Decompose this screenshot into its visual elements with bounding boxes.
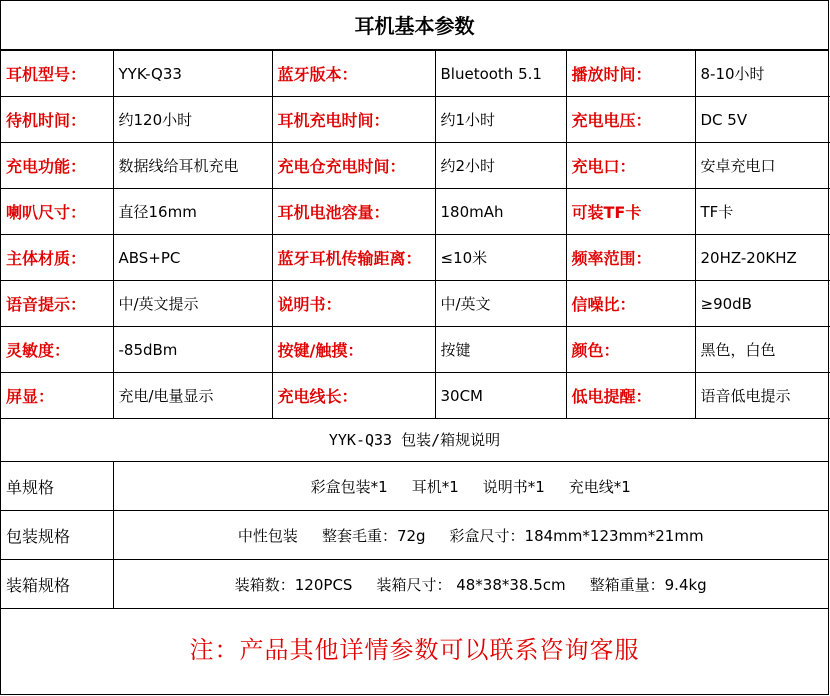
packing-label: 单规格 bbox=[1, 462, 113, 511]
packing-item: 装箱数：120PCS bbox=[234, 575, 353, 594]
page-title: 耳机基本参数 bbox=[1, 1, 828, 51]
spec-value: 中/英文提示 bbox=[113, 281, 272, 327]
spec-value: 黑色，白色 bbox=[695, 327, 830, 373]
packing-item: 耳机*1 bbox=[411, 477, 459, 496]
packing-item: 装箱尺寸： 48*38*38.5cm bbox=[376, 575, 566, 594]
spec-label: 低电提醒： bbox=[566, 373, 695, 419]
spec-value: YYK-Q33 bbox=[113, 51, 272, 97]
spec-label: 耳机型号： bbox=[1, 51, 113, 97]
spec-label: 充电口： bbox=[566, 143, 695, 189]
packing-title: YYK-Q33 包装/箱规说明 bbox=[1, 419, 828, 462]
packing-item: 彩盒尺寸：184mm*123mm*21mm bbox=[449, 526, 704, 545]
packing-label: 包装规格 bbox=[1, 511, 113, 560]
spec-row bbox=[1, 51, 830, 97]
spec-label: 信噪比： bbox=[566, 281, 695, 327]
packing-item: 说明书*1 bbox=[482, 477, 545, 496]
spec-row bbox=[1, 327, 830, 373]
spec-value: 充电/电量显示 bbox=[113, 373, 272, 419]
packing-detail bbox=[113, 560, 828, 609]
spec-label: 主体材质： bbox=[1, 235, 113, 281]
spec-value: TF卡 bbox=[695, 189, 830, 235]
spec-label: 颜色： bbox=[566, 327, 695, 373]
spec-label: 充电功能： bbox=[1, 143, 113, 189]
packing-label: 装箱规格 bbox=[1, 560, 113, 609]
spec-value: 30CM bbox=[435, 373, 566, 419]
spec-row bbox=[1, 189, 830, 235]
spec-value: DC 5V bbox=[695, 97, 830, 143]
spec-value: 约120小时 bbox=[113, 97, 272, 143]
contact-note: 注：产品其他详情参数可以联系咨询客服 bbox=[189, 636, 640, 664]
spec-label: 蓝牙版本： bbox=[272, 51, 435, 97]
spec-row bbox=[1, 281, 830, 327]
spec-label: 播放时间： bbox=[566, 51, 695, 97]
spec-value: ≤10米 bbox=[435, 235, 566, 281]
spec-value: -85dBm bbox=[113, 327, 272, 373]
spec-label: 耳机电池容量： bbox=[272, 189, 435, 235]
spec-label: 说明书： bbox=[272, 281, 435, 327]
spec-value: 约1小时 bbox=[435, 97, 566, 143]
spec-value: 安卓充电口 bbox=[695, 143, 830, 189]
spec-label: 频率范围： bbox=[566, 235, 695, 281]
spec-label: 充电线长： bbox=[272, 373, 435, 419]
spec-label: 喇叭尺寸： bbox=[1, 189, 113, 235]
spec-value: ≥90dB bbox=[695, 281, 830, 327]
spec-label: 按键/触摸： bbox=[272, 327, 435, 373]
spec-value: 语音低电提示 bbox=[695, 373, 830, 419]
spec-value: 8-10小时 bbox=[695, 51, 830, 97]
spec-label: 充电仓充电时间： bbox=[272, 143, 435, 189]
spec-label: 灵敏度： bbox=[1, 327, 113, 373]
packing-row bbox=[1, 511, 828, 560]
spec-label: 耳机充电时间： bbox=[272, 97, 435, 143]
packing-item: 充电线*1 bbox=[568, 477, 631, 496]
packing-item: 彩盒包装*1 bbox=[310, 477, 388, 496]
spec-value: 数据线给耳机充电 bbox=[113, 143, 272, 189]
spec-row bbox=[1, 143, 830, 189]
spec-value: 直径16mm bbox=[113, 189, 272, 235]
spec-row bbox=[1, 373, 830, 419]
packing-detail bbox=[113, 511, 828, 560]
spec-value: Bluetooth 5.1 bbox=[435, 51, 566, 97]
packing-row bbox=[1, 560, 828, 609]
spec-row bbox=[1, 97, 830, 143]
spec-label: 蓝牙耳机传输距离： bbox=[272, 235, 435, 281]
spec-value: 180mAh bbox=[435, 189, 566, 235]
spec-value: 中/英文 bbox=[435, 281, 566, 327]
packing-item: 中性包装 bbox=[237, 526, 298, 545]
spec-label: 可装TF卡 bbox=[566, 189, 695, 235]
spec-label: 语音提示： bbox=[1, 281, 113, 327]
packing-detail bbox=[113, 462, 828, 511]
packing-item: 整箱重量：9.4kg bbox=[589, 575, 707, 594]
spec-label: 屏显： bbox=[1, 373, 113, 419]
spec-label: 待机时间： bbox=[1, 97, 113, 143]
packing-table bbox=[1, 462, 828, 609]
spec-row bbox=[1, 235, 830, 281]
spec-label: 充电电压： bbox=[566, 97, 695, 143]
spec-value: 按键 bbox=[435, 327, 566, 373]
packing-item: 整套毛重：72g bbox=[321, 526, 426, 545]
spec-value: 20HZ-20KHZ bbox=[695, 235, 830, 281]
spec-value: ABS+PC bbox=[113, 235, 272, 281]
packing-row bbox=[1, 462, 828, 511]
spec-value: 约2小时 bbox=[435, 143, 566, 189]
spec-table bbox=[1, 51, 830, 419]
